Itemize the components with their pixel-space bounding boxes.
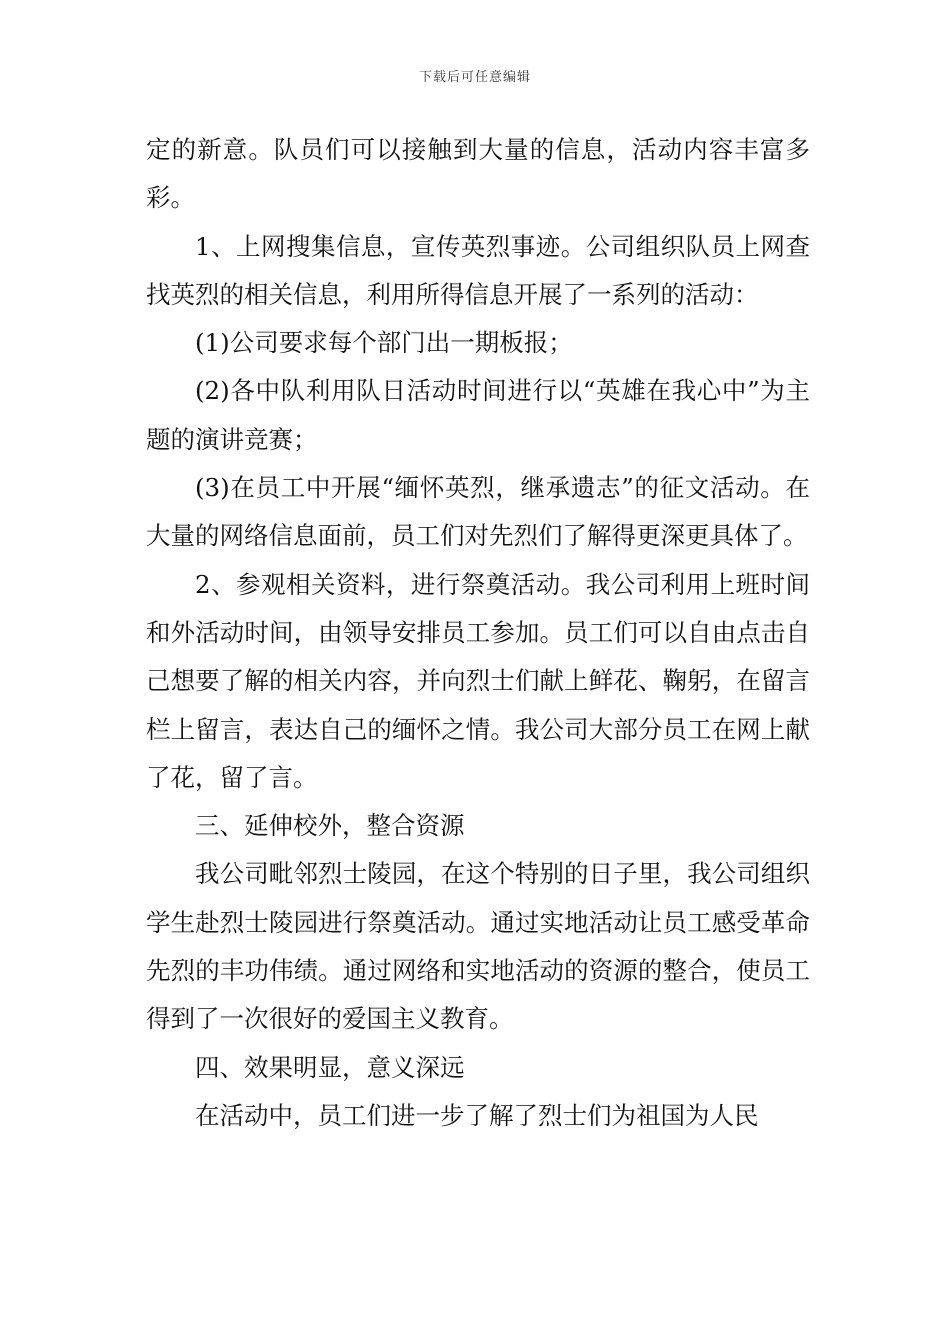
paragraph-3: (1)公司要求每个部门出一期板报；	[195, 328, 573, 358]
page-header: 下载后可任意编辑	[418, 70, 531, 85]
paragraph-2: 1、上网搜集信息，宣传英烈事迹。公司组织队员上网查找英烈的相关信息，利用所得信息开展了一系列的活动：	[146, 231, 810, 309]
section-heading-3: 三、延伸校外，整合资源	[195, 811, 465, 841]
paragraph-5: (3)在员工中开展“缅怀英烈，继承遗志”的征文活动。在大量的网络信息面前，员工们对先烈们了解得更深更具体了。	[146, 473, 810, 551]
paragraph-6: 2、参观相关资料，进行祭奠活动。我公司利用上班时间和外活动时间，由领导安排员工参加。员工们可以自由点击自己想要了解的相关内容，并向烈士们献上鲜花、鞠躬，在留言栏上留言，表达自己的缅怀之情。我公司大部分员工在网上献了花，留了言。	[146, 569, 810, 792]
paragraph-4: (2)各中队利用队日活动时间进行以“英雄在我心中”为主题的演讲竞赛；	[146, 376, 810, 454]
paragraph-8: 我公司毗邻烈士陵园，在这个特别的日子里，我公司组织学生赴烈士陵园进行祭奠活动。通过实地活动让员工感受革命先烈的丰功伟绩。通过网络和实地活动的资源的整合，使员工得到了一次很好的爱国主义教育。	[146, 859, 810, 1034]
paragraph-1: 定的新意。队员们可以接触到大量的信息，活动内容丰富多彩。	[146, 135, 810, 213]
section-heading-4: 四、效果明显，意义深远	[195, 1052, 465, 1082]
paragraph-10: 在活动中，员工们进一步了解了烈士们为祖国为人民	[195, 1100, 759, 1130]
document-body	[146, 126, 810, 1140]
